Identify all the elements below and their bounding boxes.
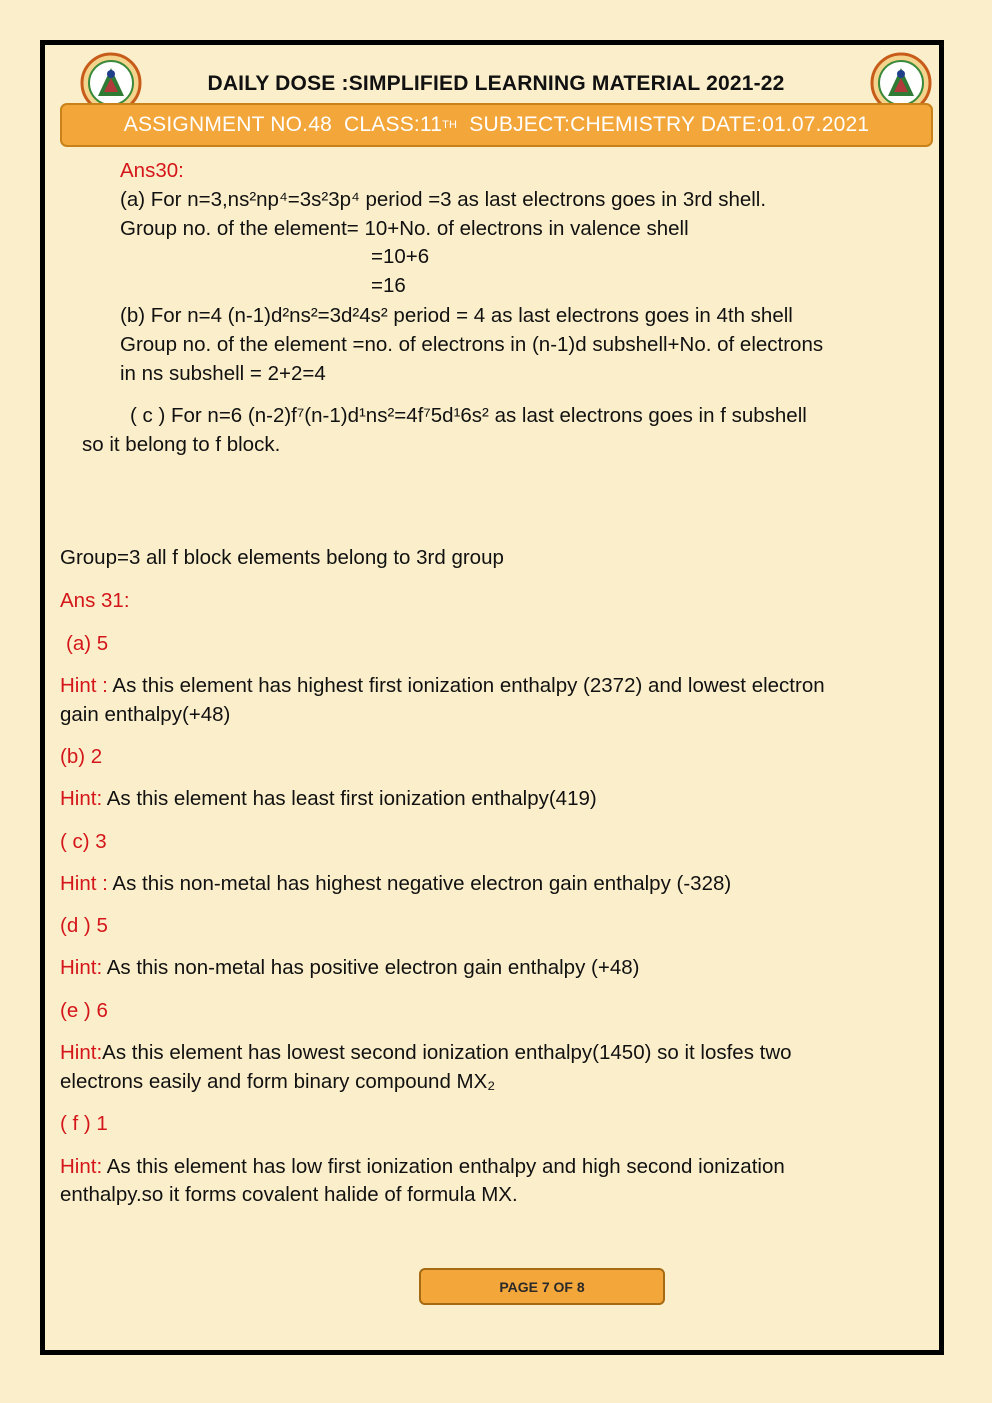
assignment-bar: ASSIGNMENT NO.48 CLASS:11 TH SUBJECT:CHEMISTRY DATE:01.07.2021 xyxy=(60,103,933,147)
ans31-e-hint-cont: electrons easily and form binary compound MX₂ xyxy=(60,1070,496,1093)
ans30-a-line1: (a) For n=3,ns²np⁴=3s²3p⁴ period =3 as last electrons goes in 3rd shell. xyxy=(120,188,767,211)
ans31-f-hint xyxy=(60,1155,785,1179)
ans31-a-hint xyxy=(60,674,825,698)
page-number: PAGE 7 OF 8 xyxy=(419,1268,665,1305)
ans31-label: Ans 31: xyxy=(60,589,130,612)
ans30-a-line4: =16 xyxy=(371,274,406,297)
subject-date: SUBJECT:CHEMISTRY DATE:01.07.2021 xyxy=(457,113,870,136)
hint-text: As this element has low first ionization enthalpy and high second ionization xyxy=(102,1155,785,1178)
ans31-f-answer: ( f ) 1 xyxy=(60,1112,108,1135)
ans31-d-hint xyxy=(60,956,639,980)
ans30-c-line2: so it belong to f block. xyxy=(82,433,281,456)
hint-text: As this non-metal has positive electron gain enthalpy (+48) xyxy=(102,956,640,979)
header-title: DAILY DOSE :SIMPLIFIED LEARNING MATERIAL 2021-22 xyxy=(207,72,785,95)
hint-text: As this element has least first ionization enthalpy(419) xyxy=(102,787,597,810)
hint-text: As this element has lowest second ionization enthalpy(1450) so it losfes two xyxy=(102,1041,792,1064)
hint-label: Hint: xyxy=(60,1155,103,1178)
ans30-b-line1: (b) For n=4 (n-1)d²ns²=3d²4s² period = 4 as last electrons goes in 4th shell xyxy=(120,304,793,327)
hint-label: Hint: xyxy=(60,1041,103,1064)
ans31-e-answer: (e ) 6 xyxy=(60,999,108,1022)
ans30-c-line1: ( c ) For n=6 (n-2)f⁷(n-1)d¹ns²=4f⁷5d¹6s² as last electrons goes in f subshell xyxy=(130,404,807,427)
ans31-a-hint-cont: gain enthalpy(+48) xyxy=(60,703,231,726)
hint-label: Hint: xyxy=(60,956,103,979)
ans30-label: Ans30: xyxy=(120,159,184,182)
hint-text: As this non-metal has highest negative electron gain enthalpy (-328) xyxy=(107,872,732,895)
ans31-e-hint xyxy=(60,1041,792,1065)
hint-label: Hint: xyxy=(60,787,103,810)
ans30-a-line2: Group no. of the element= 10+No. of electrons in valence shell xyxy=(120,217,689,240)
hint-label: Hint : xyxy=(60,674,108,697)
ans30-b-line2: Group no. of the element =no. of electrons in (n-1)d subshell+No. of electrons xyxy=(120,333,824,356)
ans31-c-answer: ( c) 3 xyxy=(60,830,107,853)
ans31-b-hint xyxy=(60,787,597,811)
ans31-f-hint-cont: enthalpy.so it forms covalent halide of formula MX. xyxy=(60,1183,518,1206)
ans31-b-answer: (b) 2 xyxy=(60,745,103,768)
ans30-b-line3: in ns subshell = 2+2=4 xyxy=(120,362,326,385)
assignment-info: ASSIGNMENT NO.48 CLASS:11 xyxy=(123,113,443,136)
ans31-d-answer: (d ) 5 xyxy=(60,914,108,937)
hint-label: Hint : xyxy=(60,872,108,895)
group-statement: Group=3 all f block elements belong to 3rd group xyxy=(60,546,504,569)
ans31-c-hint xyxy=(60,872,731,896)
ans31-a-answer: (a) 5 xyxy=(66,632,109,655)
hint-text: As this element has highest first ionization enthalpy (2372) and lowest electron xyxy=(107,674,825,697)
ans30-a-line3: =10+6 xyxy=(371,245,430,268)
